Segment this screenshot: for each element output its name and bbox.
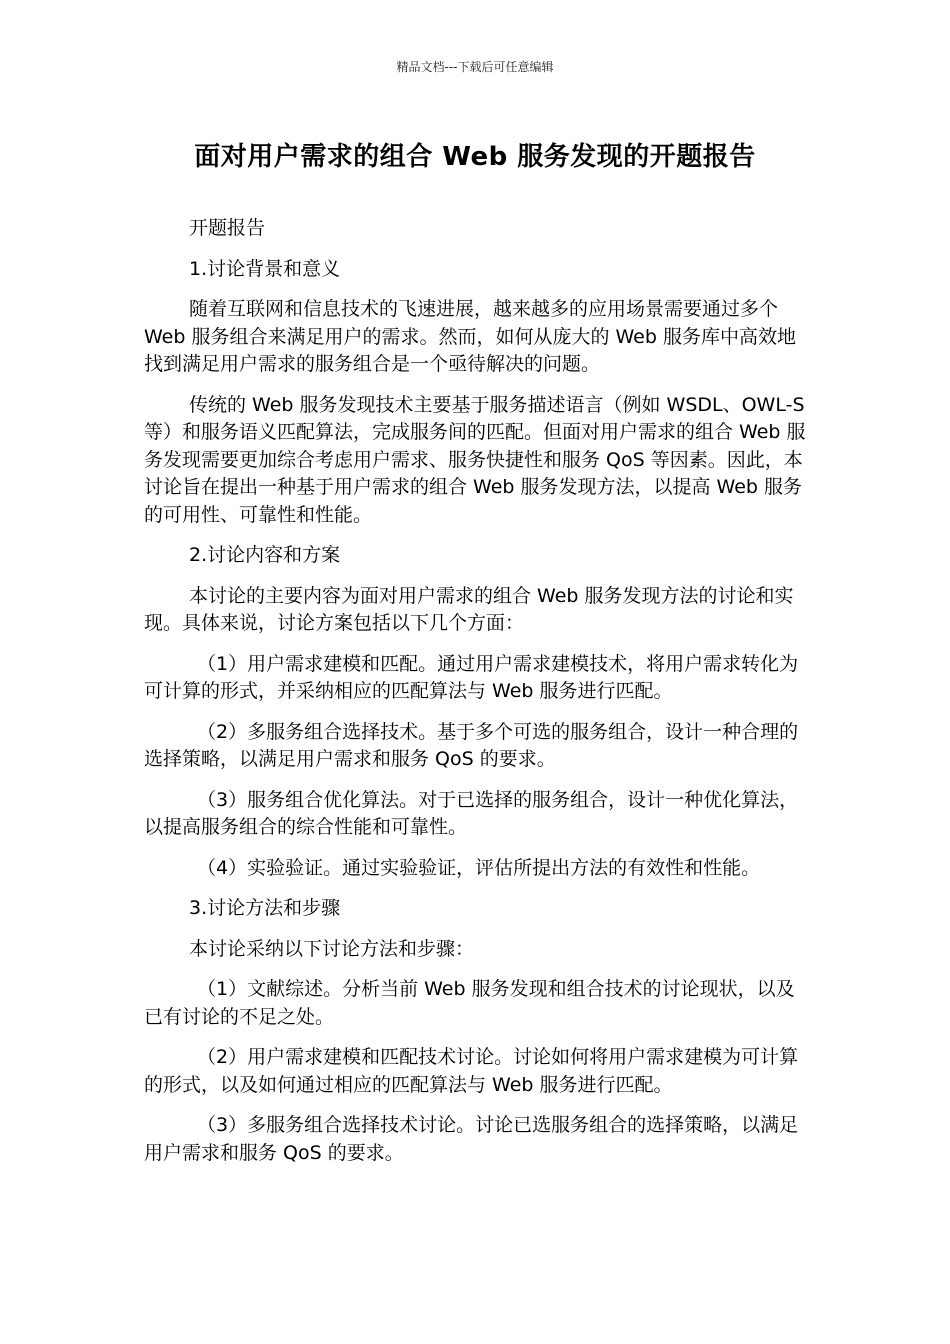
- list-item-method-3: （3）多服务组合选择技术讨论。讨论已选服务组合的选择策略，以满足用户需求和服务 QoS 的要求。: [144, 1114, 799, 1164]
- page-title: 面对用户需求的组合 Web 服务发现的开题报告: [194, 142, 756, 172]
- section-heading-3: 3.讨论方法和步骤: [189, 897, 341, 919]
- paragraph-report-heading: 开题报告: [189, 217, 266, 239]
- document-body: [144, 215, 806, 1180]
- paragraph-background-1: 随着互联网和信息技术的飞速进展，越来越多的应用场景需要通过多个 Web 服务组合来满足用户的需求。然而，如何从庞大的 Web 服务库中高效地找到满足用户需求的服务组合是一个亟待解决的问题。: [144, 298, 796, 375]
- section-heading-1: 1.讨论背景和意义: [189, 257, 341, 280]
- list-item-method-1: （1）文献综述。分析当前 Web 服务发现和组合技术的讨论现状，以及已有讨论的不足之处。: [144, 978, 795, 1028]
- paragraph-method-intro: 本讨论采纳以下讨论方法和步骤：: [189, 937, 475, 960]
- section-heading-2: 2.讨论内容和方案: [189, 544, 341, 566]
- list-item-content-4: （4）实验验证。通过实验验证，评估所提出方法的有效性和性能。: [197, 856, 761, 879]
- paragraph-background-2: 传统的 Web 服务发现技术主要基于服务描述语言（例如 WSDL、OWL-S 等）和服务语义匹配算法，完成服务间的匹配。但面对用户需求的组合 Web 服务发现需要更加综合考虑用户需求、服务快捷性和服务 QoS 等因素。因此，本讨论旨在提出一种基于用户需求的组合 Web 服务发现方法，以提高 Web 服务的可用性、可靠性和性能。: [144, 393, 806, 526]
- list-item-content-1: （1）用户需求建模和匹配。通过用户需求建模技术，将用户需求转化为可计算的形式，并采纳相应的匹配算法与 Web 服务进行匹配。: [144, 652, 799, 702]
- paragraph-content-intro: 本讨论的主要内容为面对用户需求的组合 Web 服务发现方法的讨论和实现。具体来说，讨论方案包括以下几个方面：: [144, 584, 794, 634]
- list-item-method-2: （2）用户需求建模和匹配技术讨论。讨论如何将用户需求建模为可计算的形式，以及如何通过相应的匹配算法与 Web 服务进行匹配。: [144, 1046, 799, 1096]
- header-note: 精品文档---下载后可任意编辑: [396, 60, 554, 74]
- list-item-content-3: （3）服务组合优化算法。对于已选择的服务组合，设计一种优化算法，以提高服务组合的综合性能和可靠性。: [144, 788, 799, 838]
- list-item-content-2: （2）多服务组合选择技术。基于多个可选的服务组合，设计一种合理的选择策略，以满足用户需求和服务 QoS 的要求。: [144, 720, 799, 770]
